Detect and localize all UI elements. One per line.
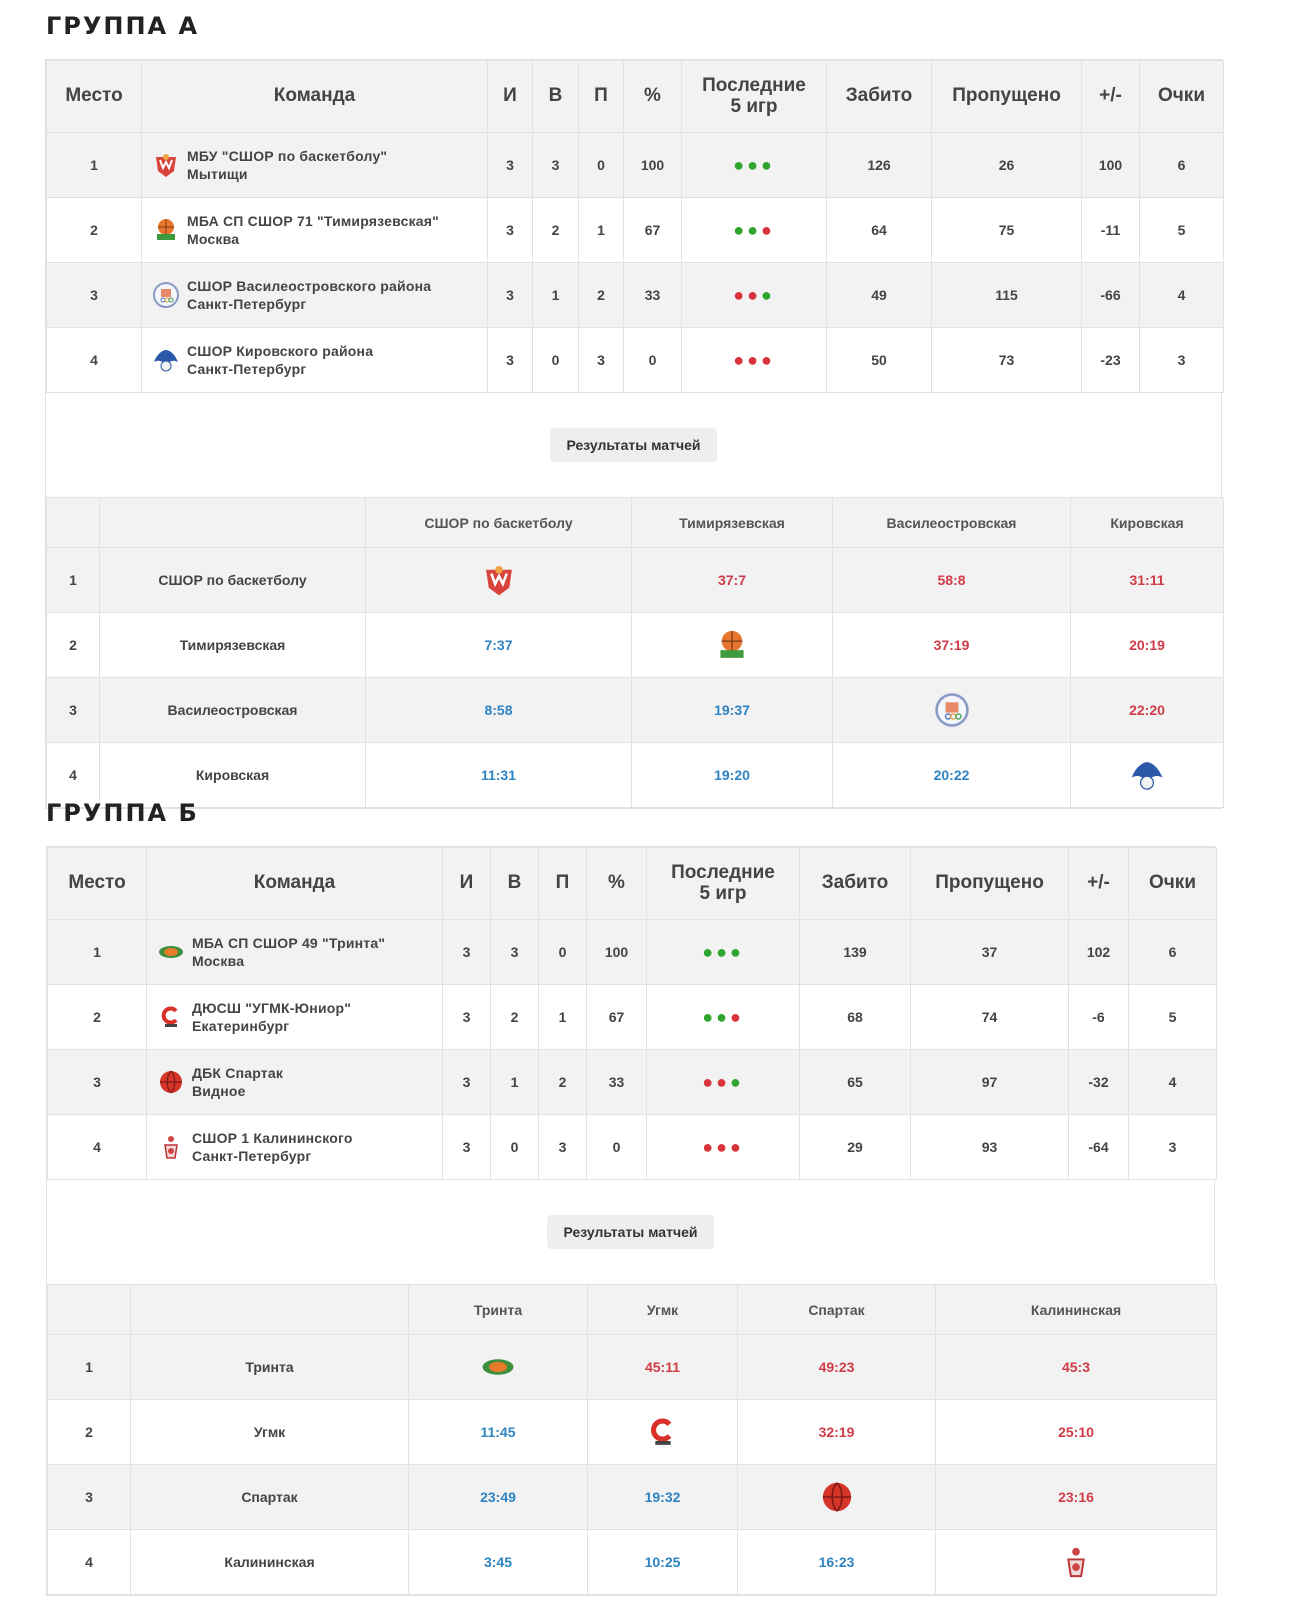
last-5-cell [682, 198, 827, 263]
place-cell: 2 [47, 198, 142, 263]
form-dot-loss: ● [729, 1137, 744, 1157]
group-a-standings-table [46, 60, 1224, 393]
standings-row [48, 985, 1217, 1050]
percent-cell: 67 [587, 985, 647, 1050]
group-a-panel [45, 59, 1222, 809]
team-city: Москва [192, 953, 245, 969]
form-dot-win: ● [733, 220, 748, 240]
conceded-cell: 73 [932, 328, 1082, 393]
last-5-cell [682, 328, 827, 393]
form-dot-win: ● [702, 942, 717, 962]
team-logo-icon [157, 938, 185, 966]
header-place[interactable]: Место [48, 848, 147, 920]
group-a-title: ГРУППА А [46, 12, 200, 40]
standings-row [47, 263, 1224, 328]
form-dot-win: ● [729, 1072, 744, 1092]
place-cell: 4 [48, 1115, 147, 1180]
header-last-5[interactable]: Последние 5 игр [647, 848, 800, 920]
match-score-cell[interactable]: 45:3 [936, 1335, 1217, 1400]
wins-cell: 0 [533, 328, 579, 393]
last-5-cell [647, 1115, 800, 1180]
match-score-cell[interactable]: 23:49 [409, 1465, 588, 1530]
matrix-place-cell: 2 [48, 1400, 131, 1465]
matrix-team-name: Тринта [131, 1335, 409, 1400]
group-a-results-area [46, 393, 1221, 497]
team-city: Видное [192, 1083, 246, 1099]
match-results-button[interactable]: Результаты матчей [550, 428, 718, 462]
group-b-title: ГРУППА Б [46, 799, 199, 827]
header-losses[interactable]: П [539, 848, 587, 920]
matrix-row [48, 1465, 1217, 1530]
header-points[interactable]: Очки [1129, 848, 1217, 920]
standings-row [47, 328, 1224, 393]
points-cell: 4 [1140, 263, 1224, 328]
team-logo-icon [152, 346, 180, 374]
games-cell: 3 [443, 985, 491, 1050]
form-dot-loss: ● [747, 285, 761, 305]
conceded-cell: 97 [911, 1050, 1069, 1115]
matrix-col-header: Василеостровская [833, 498, 1071, 548]
points-cell: 3 [1129, 1115, 1217, 1180]
team-name[interactable]: ДЮСШ "УГМК-Юниор" [192, 999, 352, 1016]
form-dot-loss: ● [747, 350, 761, 370]
losses-cell: 0 [579, 133, 624, 198]
form-dot-loss: ● [733, 285, 748, 305]
team-logo-icon [934, 692, 970, 728]
team-cell[interactable] [147, 1050, 443, 1115]
team-logo-icon [819, 1479, 855, 1515]
matrix-team-name: Угмк [131, 1400, 409, 1465]
matrix-corner-team [100, 498, 366, 548]
team-cell[interactable] [147, 985, 443, 1050]
match-score-cell[interactable]: 20:22 [833, 743, 1071, 808]
header-scored[interactable]: Забито [827, 61, 932, 133]
team-logo-icon [481, 562, 517, 598]
diff-cell: -11 [1082, 198, 1140, 263]
matrix-place-cell: 3 [48, 1465, 131, 1530]
matrix-col-header: Тринта [409, 1285, 588, 1335]
matrix-diagonal-cell [936, 1530, 1217, 1595]
group-b-results-matrix [47, 1284, 1217, 1595]
wins-cell: 3 [491, 920, 539, 985]
header-conceded[interactable]: Пропущено [932, 61, 1082, 133]
form-dot-win: ● [747, 220, 761, 240]
conceded-cell: 37 [911, 920, 1069, 985]
last-5-cell [647, 920, 800, 985]
team-city: Екатеринбург [192, 1018, 290, 1034]
scored-cell: 126 [827, 133, 932, 198]
team-name[interactable]: СШОР Кировского района [187, 342, 374, 359]
match-score-cell[interactable]: 25:10 [936, 1400, 1217, 1465]
wins-cell: 2 [533, 198, 579, 263]
group-b-results-area [47, 1180, 1214, 1284]
games-cell: 3 [488, 263, 533, 328]
form-dot-loss: ● [702, 1137, 717, 1157]
team-name[interactable]: СШОР Василеостровского района [187, 277, 432, 294]
points-cell: 5 [1129, 985, 1217, 1050]
form-dot-win: ● [702, 1007, 717, 1027]
percent-cell: 67 [624, 198, 682, 263]
place-cell: 1 [48, 920, 147, 985]
scored-cell: 64 [827, 198, 932, 263]
match-score-cell[interactable]: 8:58 [366, 678, 632, 743]
games-cell: 3 [488, 198, 533, 263]
form-dot-loss: ● [702, 1072, 717, 1092]
team-logo-icon [152, 151, 180, 179]
team-logo-icon [157, 1133, 185, 1161]
percent-cell: 33 [587, 1050, 647, 1115]
standings-row [48, 1115, 1217, 1180]
match-score-cell[interactable]: 45:11 [588, 1335, 738, 1400]
match-score-cell[interactable]: 20:19 [1071, 613, 1224, 678]
standings-row [47, 133, 1224, 198]
match-results-button[interactable]: Результаты матчей [547, 1215, 715, 1249]
header-scored[interactable]: Забито [800, 848, 911, 920]
header-diff[interactable]: +/- [1069, 848, 1129, 920]
percent-cell: 33 [624, 263, 682, 328]
match-score-cell[interactable]: 3:45 [409, 1530, 588, 1595]
match-score-cell[interactable]: 19:37 [632, 678, 833, 743]
matrix-diagonal-cell [738, 1465, 936, 1530]
match-score-cell[interactable]: 10:25 [588, 1530, 738, 1595]
team-cell[interactable] [142, 133, 488, 198]
matrix-team-name: Калининская [131, 1530, 409, 1595]
wins-cell: 0 [491, 1115, 539, 1180]
points-cell: 4 [1129, 1050, 1217, 1115]
team-name[interactable]: МБУ "СШОР по баскетболу" [187, 147, 388, 164]
matrix-corner-place [47, 498, 100, 548]
header-conceded[interactable]: Пропущено [911, 848, 1069, 920]
team-logo-icon [157, 1068, 185, 1096]
team-logo-icon [1058, 1544, 1094, 1580]
scored-cell: 139 [800, 920, 911, 985]
team-logo-icon [157, 1003, 185, 1031]
diff-cell: -23 [1082, 328, 1140, 393]
team-name[interactable]: СШОР 1 Калининского [192, 1129, 353, 1146]
header-games[interactable]: И [443, 848, 491, 920]
team-logo-icon [152, 216, 180, 244]
matrix-place-cell: 3 [47, 678, 100, 743]
losses-cell: 3 [539, 1115, 587, 1180]
wins-cell: 1 [491, 1050, 539, 1115]
form-dot-win: ● [760, 155, 775, 175]
matrix-team-name: Спартак [131, 1465, 409, 1530]
losses-cell: 3 [579, 328, 624, 393]
percent-cell: 0 [587, 1115, 647, 1180]
form-dot-win: ● [747, 155, 761, 175]
conceded-cell: 75 [932, 198, 1082, 263]
group-b-panel [46, 846, 1215, 1596]
percent-cell: 100 [624, 133, 682, 198]
conceded-cell: 74 [911, 985, 1069, 1050]
scored-cell: 68 [800, 985, 911, 1050]
team-city: Санкт-Петербург [192, 1148, 312, 1164]
wins-cell: 1 [533, 263, 579, 328]
header-percent[interactable]: % [587, 848, 647, 920]
matrix-col-header: СШОР по баскетболу [366, 498, 632, 548]
match-score-cell[interactable]: 32:19 [738, 1400, 936, 1465]
place-cell: 2 [48, 985, 147, 1050]
form-dot-loss: ● [760, 220, 775, 240]
last-5-cell [647, 1050, 800, 1115]
match-score-cell[interactable]: 23:16 [936, 1465, 1217, 1530]
header-wins[interactable]: В [533, 61, 579, 133]
place-cell: 3 [47, 263, 142, 328]
matrix-diagonal-cell [833, 678, 1071, 743]
matrix-team-name: Тимирязевская [100, 613, 366, 678]
diff-cell: 100 [1082, 133, 1140, 198]
diff-cell: -6 [1069, 985, 1129, 1050]
header-team[interactable]: Команда [142, 61, 488, 133]
percent-cell: 0 [624, 328, 682, 393]
matrix-place-cell: 2 [47, 613, 100, 678]
matrix-col-header: Тимирязевская [632, 498, 833, 548]
match-score-cell[interactable]: 22:20 [1071, 678, 1224, 743]
scored-cell: 65 [800, 1050, 911, 1115]
games-cell: 3 [488, 133, 533, 198]
team-cell[interactable] [147, 920, 443, 985]
games-cell: 3 [443, 920, 491, 985]
team-logo-icon [152, 281, 180, 309]
match-score-cell[interactable]: 37:19 [833, 613, 1071, 678]
matrix-row [47, 613, 1224, 678]
percent-cell: 100 [587, 920, 647, 985]
matrix-row [47, 678, 1224, 743]
matrix-team-name: Василеостровская [100, 678, 366, 743]
points-cell: 5 [1140, 198, 1224, 263]
team-city: Мытищи [187, 166, 248, 182]
matrix-col-header: Спартак [738, 1285, 936, 1335]
matrix-row [47, 743, 1224, 808]
team-cell[interactable] [142, 263, 488, 328]
matrix-place-cell: 1 [47, 548, 100, 613]
points-cell: 3 [1140, 328, 1224, 393]
match-score-cell[interactable]: 31:11 [1071, 548, 1224, 613]
group-a-results-matrix [46, 497, 1224, 808]
header-place[interactable]: Место [47, 61, 142, 133]
header-percent[interactable]: % [624, 61, 682, 133]
form-dot-loss: ● [760, 350, 775, 370]
team-cell[interactable] [142, 328, 488, 393]
matrix-row [48, 1530, 1217, 1595]
matrix-diagonal-cell [409, 1335, 588, 1400]
match-score-cell[interactable]: 37:7 [632, 548, 833, 613]
matrix-col-header: Угмк [588, 1285, 738, 1335]
form-dot-win: ● [729, 942, 744, 962]
diff-cell: -32 [1069, 1050, 1129, 1115]
scored-cell: 50 [827, 328, 932, 393]
last-5-cell [682, 263, 827, 328]
match-score-cell[interactable]: 7:37 [366, 613, 632, 678]
matrix-corner-team [131, 1285, 409, 1335]
matrix-diagonal-cell [632, 613, 833, 678]
conceded-cell: 115 [932, 263, 1082, 328]
match-score-cell[interactable]: 16:23 [738, 1530, 936, 1595]
last-5-cell [647, 985, 800, 1050]
losses-cell: 2 [579, 263, 624, 328]
form-dot-loss: ● [729, 1007, 744, 1027]
header-diff[interactable]: +/- [1082, 61, 1140, 133]
form-dot-loss: ● [733, 350, 748, 370]
matrix-team-name: Кировская [100, 743, 366, 808]
diff-cell: -64 [1069, 1115, 1129, 1180]
group-b-standings-table [47, 847, 1217, 1180]
matrix-diagonal-cell [588, 1400, 738, 1465]
conceded-cell: 26 [932, 133, 1082, 198]
losses-cell: 0 [539, 920, 587, 985]
team-cell[interactable] [142, 198, 488, 263]
points-cell: 6 [1129, 920, 1217, 985]
matrix-col-header: Кировская [1071, 498, 1224, 548]
points-cell: 6 [1140, 133, 1224, 198]
games-cell: 3 [443, 1050, 491, 1115]
scored-cell: 49 [827, 263, 932, 328]
matrix-col-header: Калининская [936, 1285, 1217, 1335]
form-dot-win: ● [716, 1007, 730, 1027]
match-score-cell[interactable]: 19:20 [632, 743, 833, 808]
team-name[interactable]: МБА СП СШОР 49 "Тринта" [192, 934, 386, 951]
matrix-place-cell: 1 [48, 1335, 131, 1400]
team-city: Санкт-Петербург [187, 296, 307, 312]
form-dot-loss: ● [716, 1072, 730, 1092]
place-cell: 4 [47, 328, 142, 393]
matrix-row [48, 1335, 1217, 1400]
team-logo-icon [1129, 757, 1165, 793]
team-name[interactable]: ДБК Спартак [192, 1064, 284, 1081]
team-city: Москва [187, 231, 240, 247]
header-team[interactable]: Команда [147, 848, 443, 920]
matrix-place-cell: 4 [48, 1530, 131, 1595]
header-wins[interactable]: В [491, 848, 539, 920]
matrix-row [47, 548, 1224, 613]
team-cell[interactable] [147, 1115, 443, 1180]
matrix-corner-place [48, 1285, 131, 1335]
header-games[interactable]: И [488, 61, 533, 133]
place-cell: 1 [47, 133, 142, 198]
team-logo-icon [714, 627, 750, 663]
games-cell: 3 [488, 328, 533, 393]
last-5-cell [682, 133, 827, 198]
header-losses[interactable]: П [579, 61, 624, 133]
matrix-team-name: СШОР по баскетболу [100, 548, 366, 613]
matrix-diagonal-cell [366, 548, 632, 613]
standings-row [47, 198, 1224, 263]
form-dot-win: ● [760, 285, 775, 305]
match-score-cell[interactable]: 11:45 [409, 1400, 588, 1465]
losses-cell: 1 [579, 198, 624, 263]
header-last-5[interactable]: Последние 5 игр [682, 61, 827, 133]
wins-cell: 3 [533, 133, 579, 198]
matrix-row [48, 1400, 1217, 1465]
scored-cell: 29 [800, 1115, 911, 1180]
team-logo-icon [645, 1414, 681, 1450]
standings-row [48, 1050, 1217, 1115]
team-logo-icon [480, 1349, 516, 1385]
form-dot-win: ● [716, 942, 730, 962]
form-dot-loss: ● [716, 1137, 730, 1157]
match-score-cell[interactable]: 11:31 [366, 743, 632, 808]
diff-cell: -66 [1082, 263, 1140, 328]
conceded-cell: 93 [911, 1115, 1069, 1180]
diff-cell: 102 [1069, 920, 1129, 985]
games-cell: 3 [443, 1115, 491, 1180]
losses-cell: 2 [539, 1050, 587, 1115]
header-points[interactable]: Очки [1140, 61, 1224, 133]
match-score-cell[interactable]: 58:8 [833, 548, 1071, 613]
matrix-place-cell: 4 [47, 743, 100, 808]
match-score-cell[interactable]: 19:32 [588, 1465, 738, 1530]
standings-row [48, 920, 1217, 985]
matrix-diagonal-cell [1071, 743, 1224, 808]
losses-cell: 1 [539, 985, 587, 1050]
place-cell: 3 [48, 1050, 147, 1115]
match-score-cell[interactable]: 49:23 [738, 1335, 936, 1400]
team-name[interactable]: МБА СП СШОР 71 "Тимирязевская" [187, 212, 439, 229]
team-city: Санкт-Петербург [187, 361, 307, 377]
wins-cell: 2 [491, 985, 539, 1050]
form-dot-win: ● [733, 155, 748, 175]
